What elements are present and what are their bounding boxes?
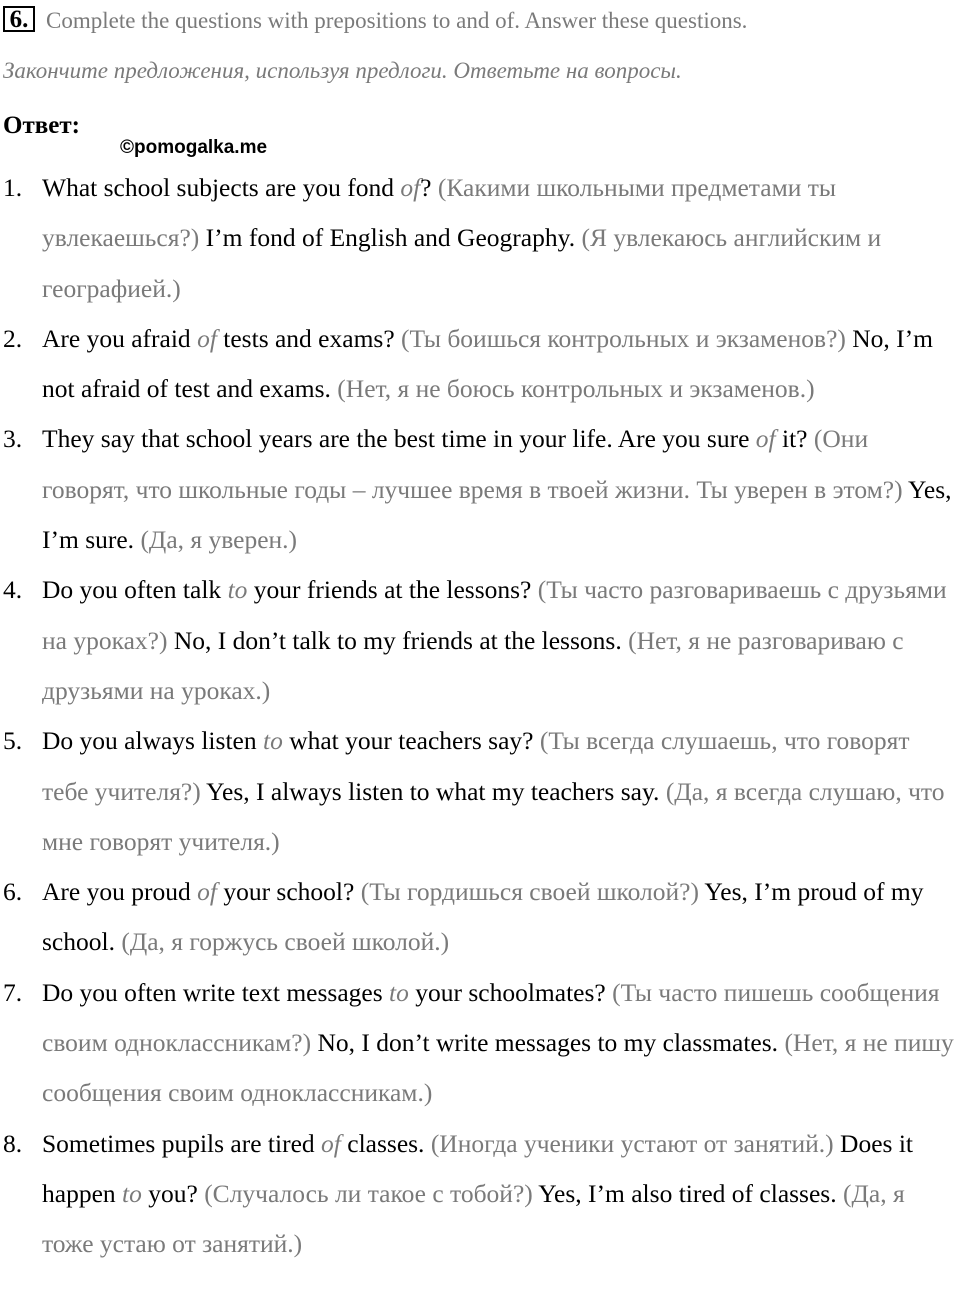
answer-text: Yes, I’m also tired of classes. [532,1178,843,1208]
preposition: to [262,726,283,756]
question-translation: (Иногда ученики устают от занятий.) [430,1128,834,1158]
answer-translation: (Да, я всегда слушаю, что мне говорят учителя.) [42,776,945,856]
item-number: 2. [3,323,23,353]
question-text: Sometimes pupils are tired [42,1128,322,1158]
answer-text: I’m fond of English and Geography. [199,223,582,253]
question-text: it? [775,424,814,454]
question-text: Are you proud [42,877,198,907]
question-translation: (Они говорят, что школьные годы – лучшее время в твоей жизни. Ты уверен в этом?) [42,424,903,504]
item-number: 1. [3,173,23,202]
task-number-box: 6. [3,6,35,32]
answer-list [0,163,960,1270]
question-text: Does it happen [42,1128,913,1208]
question-text: your school? [216,877,361,907]
preposition: of [755,424,776,454]
question-translation: (Ты часто пишешь сообщения своим одноклассникам?) [42,977,940,1058]
item-number: 4. [3,575,23,605]
question-text: Are you afraid [42,323,198,353]
question-translation: (Какими школьными предметами ты увлекаешься?) [42,173,837,253]
preposition: of [197,323,217,353]
question-text: Do you often write text messages [42,977,390,1007]
question-text: you? [141,1178,205,1208]
answer-item-7 [0,968,960,1119]
answer-item-6 [0,867,960,968]
answer-text: No, I don’t talk to my friends at the lessons. [167,625,629,655]
question-text: What school subjects are you fond [42,173,401,202]
answer-item-4 [0,565,960,716]
task-instruction: Complete the questions with prepositions to and of. Answer these questions. [46,8,748,33]
answer-translation: (Я увлекаюсь английским и географией.) [42,223,882,303]
answer-heading: Ответ: [3,112,80,139]
question-text: your schoolmates? [408,977,613,1007]
preposition: of [321,1128,341,1158]
preposition: to [389,977,409,1007]
answer-text: Yes, I always listen to what my teachers say. [200,776,666,806]
item-number: 6. [3,877,23,907]
question-text: classes. [340,1128,431,1158]
question-translation: (Ты гордишься своей школой?) [360,877,699,907]
answer-translation: (Нет, я не пишу сообщения своим одноклассникам.) [42,1028,954,1108]
item-number: 3. [3,424,23,454]
item-number: 7. [3,977,23,1007]
question-text: your friends at the lessons? [247,575,538,605]
preposition: of [400,173,421,202]
answer-translation: (Да, я горжусь своей школой.) [121,927,450,957]
preposition: to [122,1178,142,1208]
answer-item-8 [0,1119,960,1270]
watermark: ©pomogalka.me [120,137,268,158]
answer-translation: (Нет, я не разговариваю с друзьями на уроках.) [42,625,904,705]
question-translation: (Ты всегда слушаешь, что говорят тебе учителя?) [42,726,910,806]
question-text: Do you always listen [42,726,263,756]
question-translation: (Случалось ли такое с тобой?) [204,1178,533,1208]
preposition: to [227,575,248,605]
question-translation: (Ты часто разговариваешь с друзьями на уроках?) [42,575,947,655]
preposition: of [197,877,217,907]
question-text: ? [420,173,438,202]
question-text: They say that school years are the best time in your life. Are you sure [42,424,756,454]
answer-translation: (Нет, я не боюсь контрольных и экзаменов.) [337,374,815,404]
answer-text: No, I don’t write messages to my classmates. [311,1028,785,1058]
question-text: tests and exams? [216,323,402,353]
answer-item-2 [0,314,960,415]
item-number: 5. [3,726,23,756]
answer-text: No, I’m not afraid of test and exams. [42,323,933,404]
answer-translation: (Да, я уверен.) [140,525,298,555]
item-number: 8. [3,1128,23,1158]
question-translation: (Ты боишься контрольных и экзаменов?) [401,323,846,353]
answer-text: Yes, I’m sure. [42,474,952,555]
answer-translation: (Да, я тоже устаю от занятий.) [42,1178,905,1259]
question-text: what your teachers say? [282,726,540,756]
answer-item-1 [0,163,960,314]
answer-text: Yes, I’m proud of my school. [42,877,924,957]
answer-item-5 [0,716,960,867]
task-instruction-ru: Закончите предложения, используя предлоги. Ответьте на вопросы. [3,58,682,83]
question-text: Do you often talk [42,575,228,605]
answer-item-3 [0,414,960,565]
